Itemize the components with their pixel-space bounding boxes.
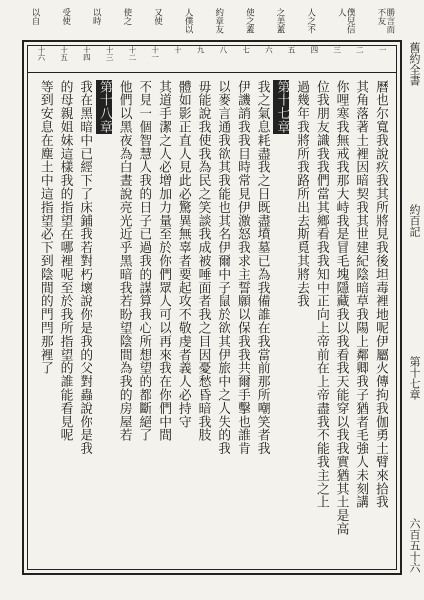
line-number: 四 — [309, 46, 319, 54]
line-number: 十一 — [150, 46, 160, 61]
line-number: 十 — [173, 46, 183, 54]
text-column: 不見一個智慧人我的日子已過我的謀算我心所想望的都斷絕了 — [136, 80, 152, 442]
text-column: 曆也尔寬我說疚我其所將見我後坦毒裡地呢伊屬火傳拘我伽勇土臂來拾我 — [373, 80, 388, 509]
text-column: 過幾年我將所我路所出去斯覓其將去我 — [294, 80, 310, 308]
top-notes — [30, 8, 394, 38]
text-column: 我在黑暗中已經下了床鋪我若對朽壞說你是我的父對蟲說你是我 — [77, 80, 93, 456]
line-number: 三 — [332, 46, 342, 54]
top-note: 約章友 — [213, 8, 224, 34]
line-number: 七 — [241, 46, 251, 54]
line-number: 八 — [218, 46, 228, 54]
page-number: 六百五十六 — [408, 517, 421, 573]
line-number: 二 — [355, 46, 365, 54]
text-column: 的母親姐妹這樣我的指望在哪裡呢至於我所指望的誰能看見呢 — [57, 80, 73, 442]
section-title: 約百記 — [408, 204, 421, 238]
text-column: 他們以黑夜為白晝說亮光近乎黑暗我若盼望陰間為我的房屋若 — [116, 80, 132, 442]
inner-frame — [27, 45, 397, 570]
line-number: 十五 — [59, 46, 69, 61]
top-note: 使之蓋 — [244, 8, 255, 34]
text-column: 伊譏誚我我目時常見伊激怒我求主誓願以保我我共爾手擊也誰肯 — [234, 80, 250, 456]
text-column: 毋能說我使我為民之笑談我成被唾面者我之目因憂愁昏暗我肢 — [195, 80, 211, 442]
running-head — [408, 42, 420, 573]
chapter-heading: 第十七章 — [274, 80, 290, 134]
line-number: 一 — [378, 46, 388, 54]
text-column: 位我朋友識我我們當其鄉看我我知中正向上帝前在上帝盡我不能我主之上 — [313, 80, 329, 509]
book-title: 舊約全書 — [408, 42, 421, 86]
line-number-row — [28, 46, 396, 73]
chapter-heading-column — [95, 80, 112, 561]
line-number: 十二 — [127, 46, 137, 61]
top-note: 人之不 — [305, 8, 316, 34]
top-note: 僕兒信人 — [336, 8, 356, 34]
chapter-heading: 第十八章 — [96, 80, 112, 134]
text-column: 體如影正直人見此必驚異無辜者要起攻不敬虔者義人必持守 — [175, 80, 191, 429]
top-note: 以自 — [30, 8, 40, 25]
line-number: 六 — [264, 46, 274, 54]
text-column: 等到安息在塵土中這指望必下到陰間的門閂那裡了 — [37, 80, 53, 375]
line-number: 五 — [287, 46, 297, 54]
top-note: 之美蓋 — [275, 8, 285, 34]
top-note: 受使 — [60, 8, 71, 25]
text-column: 我之氣息耗盡我之日既盡墳墓已為我備誰在我當前那所嘲笑者我 — [254, 80, 270, 456]
text-column: 其道手潔之人必增加力量至於你們眾人可以再來我在你們中間 — [156, 80, 172, 442]
text-column: 你哩寒我無戒我那大峙我是冒毛塊隱藏我以我看我天能穿以我我實猶其土是高 — [333, 80, 349, 536]
line-numbers — [30, 46, 394, 72]
top-note: 人僕以 — [183, 8, 194, 34]
line-number: 十四 — [82, 46, 92, 61]
top-note: 使之 — [121, 8, 132, 25]
text-frame — [22, 40, 421, 575]
chapter-label: 第十七章 — [408, 355, 421, 400]
top-note: 又使 — [152, 8, 163, 25]
text-column: 其角落著土裡因暗契我其世建紀陰暗草我陽上鄰卿我子猶者毛強人未刻講 — [353, 80, 369, 509]
top-note: 以時 — [91, 8, 102, 25]
line-number: 九 — [196, 46, 206, 54]
text-column: 以麥言通我欲其我能也其名伊爾中子鼠於欲其伊旅中之人失的我 — [215, 80, 231, 456]
line-number: 十三 — [105, 46, 115, 61]
chapter-heading-column — [273, 80, 290, 561]
top-note: 勝言而不友 — [375, 8, 395, 34]
text-columns — [36, 80, 388, 561]
line-number: 十六 — [36, 46, 46, 61]
